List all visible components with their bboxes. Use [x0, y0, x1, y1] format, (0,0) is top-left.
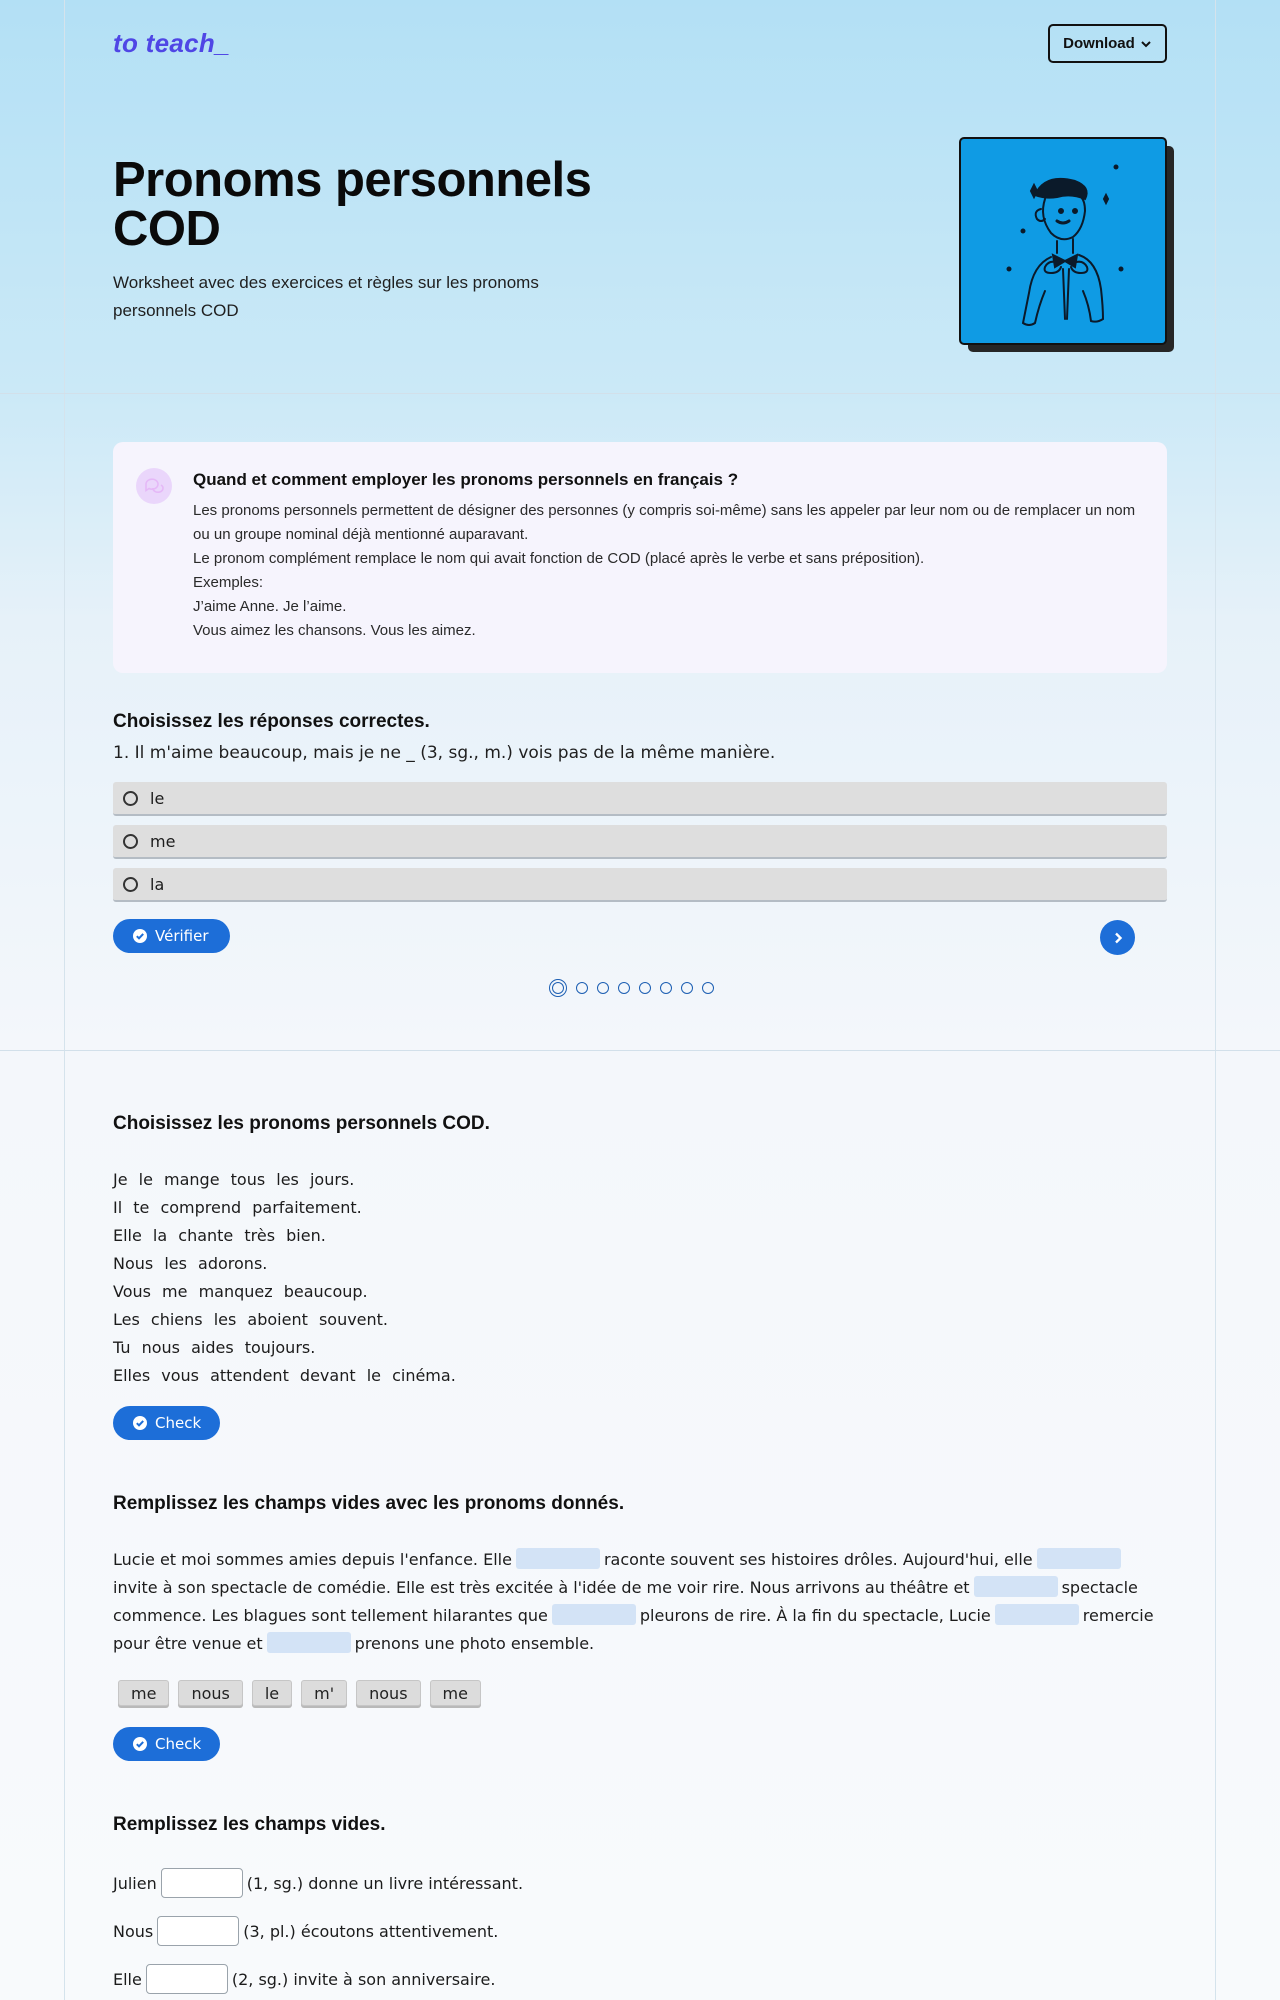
answer-input[interactable] [161, 1868, 243, 1898]
check-circle-icon [133, 1416, 147, 1430]
rule-box [113, 442, 1167, 673]
drop-blank[interactable] [267, 1632, 351, 1653]
grid-line-right [1215, 0, 1216, 2000]
word-chip[interactable]: me [430, 1680, 481, 1706]
fill-after: (2, sg.) invite à son anniversaire. [231, 1969, 496, 1989]
pagination-dot[interactable] [639, 982, 651, 994]
choose-sentence[interactable]: Les chiens les aboient souvent. [113, 1310, 389, 1329]
word-chip[interactable]: m' [301, 1680, 347, 1706]
drop-blank[interactable] [516, 1548, 600, 1569]
option-label: le [150, 788, 165, 808]
paragraph-segment: pleurons de rire. À la fin du spectacle, Lucie [639, 1606, 991, 1625]
option-label: la [150, 874, 165, 894]
check-button[interactable] [113, 1727, 220, 1761]
radio-button[interactable] [123, 877, 138, 892]
radio-button[interactable] [123, 834, 138, 849]
drop-blank[interactable] [974, 1576, 1058, 1597]
choose-sentence-list [113, 1166, 456, 1390]
choose-sentence[interactable]: Elles vous attendent devant le cinéma. [113, 1366, 456, 1385]
grid-line-quiz-bottom [0, 1050, 1280, 1051]
paragraph-segment: spectacle commence. Les blagues sont tellement hilarantes que [113, 1578, 1138, 1625]
choose-sentence[interactable]: Je le mange tous les jours. [113, 1170, 355, 1189]
page-title: Pronoms personnels COD [113, 153, 592, 256]
word-bank [118, 1680, 481, 1706]
answer-input[interactable] [146, 1964, 228, 1994]
fill-blanks-title: Remplissez les champs vides. [113, 1814, 386, 1835]
pagination-dot[interactable] [597, 982, 609, 994]
verify-button[interactable] [113, 919, 230, 953]
speech-bubbles-icon [136, 468, 172, 504]
choose-sentence[interactable]: Elle la chante très bien. [113, 1226, 326, 1245]
check-label: Check [155, 1735, 202, 1753]
grid-line-left [64, 0, 65, 2000]
drop-blank[interactable] [1037, 1548, 1121, 1569]
choose-title: Choisissez les pronoms personnels COD. [113, 1113, 490, 1134]
rule-line: Le pronom complément remplace le nom qui avait fonction de COD (placé après le verbe et sans préposition). [193, 550, 925, 567]
rule-text [193, 499, 1143, 643]
fill-after: (3, pl.) écoutons attentivement. [243, 1921, 499, 1941]
question-pagination [549, 979, 714, 997]
choose-sentence[interactable]: Vous me manquez beaucoup. [113, 1282, 368, 1301]
choose-sentence[interactable]: Tu nous aides toujours. [113, 1338, 316, 1357]
grid-line-hero-bottom [0, 393, 1280, 394]
check-circle-icon [133, 1737, 147, 1751]
pagination-dot[interactable] [618, 982, 630, 994]
logo[interactable]: to teach_ [113, 28, 230, 58]
chevron-down-icon [1140, 38, 1152, 50]
drop-blank[interactable] [995, 1604, 1079, 1625]
rule-line: Les pronoms personnels permettent de désigner des personnes (y compris soi-même) sans les appeler par leur nom ou de remplacer un nom ou un groupe nominal déjà mentionné auparavant. [193, 502, 1136, 543]
man-with-bowtie-illustration [961, 139, 1167, 345]
check-circle-icon [133, 929, 147, 943]
hero-illustration [959, 137, 1167, 345]
fill-words-paragraph [113, 1546, 1167, 1658]
rule-line: Exemples: [193, 574, 264, 591]
pagination-dot[interactable] [681, 982, 693, 994]
choose-sentence[interactable]: Nous les adorons. [113, 1254, 268, 1273]
radio-button[interactable] [123, 791, 138, 806]
word-chip[interactable]: nous [356, 1680, 420, 1706]
paragraph-segment: prenons une photo ensemble. [354, 1634, 595, 1653]
quiz-question: 1. Il m'aime beaucoup, mais je ne _ (3, sg., m.) vois pas de la même manière. [113, 743, 776, 763]
next-question-button[interactable] [1100, 920, 1135, 955]
rule-line: J’aime Anne. Je l’aime. [193, 598, 347, 615]
chevron-right-icon [1111, 931, 1125, 945]
fill-blank-row [113, 1868, 523, 1898]
pagination-dot-current[interactable] [549, 979, 567, 997]
paragraph-segment: remercie pour être venue et [113, 1606, 1154, 1653]
quiz-title: Choisissez les réponses correctes. [113, 711, 430, 732]
quiz-option[interactable] [113, 868, 1167, 902]
fill-before: Elle [113, 1969, 142, 1989]
check-label: Check [155, 1414, 202, 1432]
quiz-option[interactable] [113, 782, 1167, 816]
option-label: me [150, 831, 176, 851]
pagination-dot[interactable] [702, 982, 714, 994]
answer-input[interactable] [157, 1916, 239, 1946]
fill-blank-row [113, 1916, 498, 1946]
choose-sentence[interactable]: Il te comprend parfaitement. [113, 1198, 362, 1217]
rule-line: Vous aimez les chansons. Vous les aimez. [193, 622, 476, 639]
word-chip[interactable]: le [252, 1680, 292, 1706]
rule-title: Quand et comment employer les pronoms personnels en français ? [193, 470, 739, 489]
pagination-dot[interactable] [660, 982, 672, 994]
paragraph-segment: raconte souvent ses histoires drôles. Aujourd'hui, elle [603, 1550, 1033, 1569]
drop-blank[interactable] [552, 1604, 636, 1625]
fill-after: (1, sg.) donne un livre intéressant. [246, 1873, 524, 1893]
quiz-option[interactable] [113, 825, 1167, 859]
pagination-dot[interactable] [576, 982, 588, 994]
paragraph-segment: Lucie et moi sommes amies depuis l'enfance. Elle [113, 1550, 512, 1569]
page-subtitle: Worksheet avec des exercices et règles sur les pronoms personnels COD [113, 273, 539, 320]
paragraph-segment: invite à son spectacle de comédie. Elle est très excitée à l'idée de me voir rire. Nous arrivons au théâtre et [113, 1578, 970, 1597]
fill-before: Nous [113, 1921, 154, 1941]
fill-blank-row [113, 1964, 495, 1994]
fill-before: Julien [113, 1873, 157, 1893]
check-button[interactable] [113, 1406, 220, 1440]
word-chip[interactable]: me [118, 1680, 169, 1706]
download-button[interactable] [1048, 24, 1167, 63]
verify-label: Vérifier [155, 927, 209, 945]
fill-words-title: Remplissez les champs vides avec les pronoms donnés. [113, 1493, 625, 1514]
download-label: Download [1063, 35, 1135, 52]
word-chip[interactable]: nous [178, 1680, 242, 1706]
